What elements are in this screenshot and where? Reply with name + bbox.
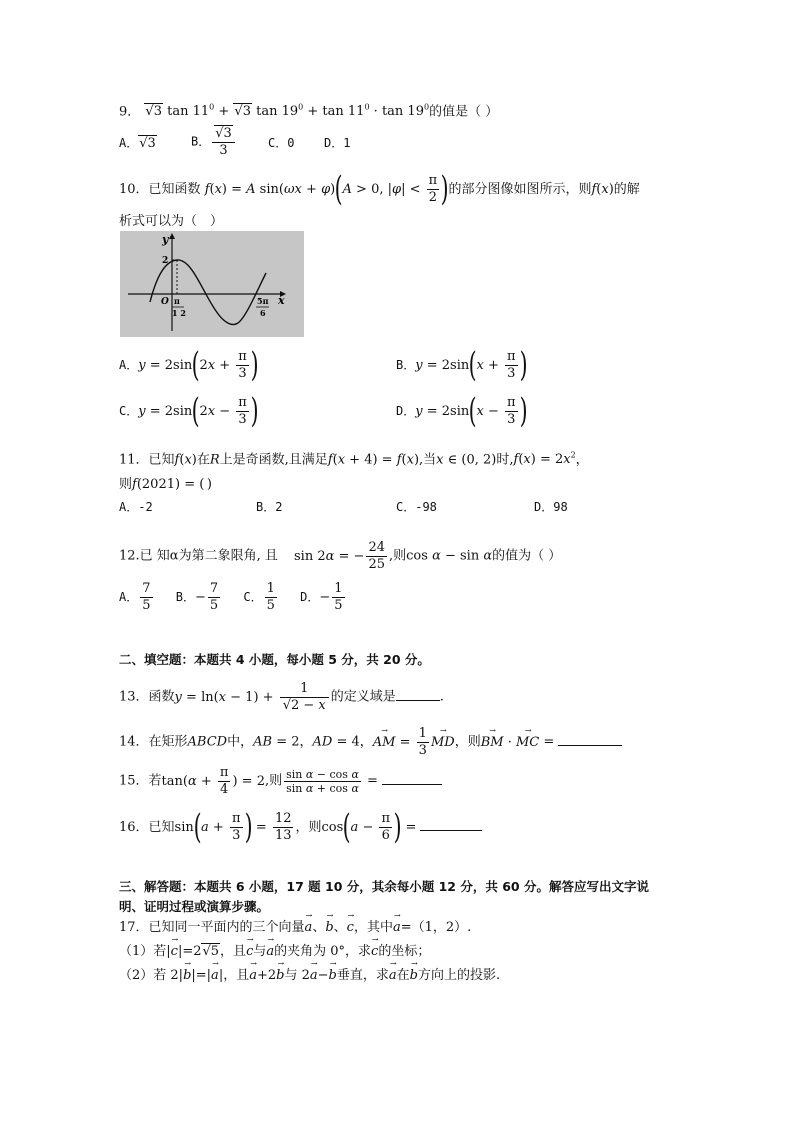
option-c: C． $\frac{1}{5}$ — [243, 581, 275, 613]
math-expression: f(x) = A sin(ωx + φ)(A > 0, |φ| < $\frac{\pi}{2}$ ) — [204, 169, 449, 209]
section-heading-solutions: 三、解答题：本题共 6 小题，17 题 10 分，其余每小题 12 分，共 60 分。解答应写出文字说 — [119, 879, 649, 894]
sine-curve — [150, 260, 266, 325]
function-graph — [120, 231, 304, 337]
question-10-line2: 析式可以为（ ） — [119, 214, 224, 229]
tick1-numerator: π — [174, 296, 180, 306]
section-heading-solutions-line2: 明、证明过程或演算步骤。 — [119, 899, 270, 914]
options-11 — [119, 500, 568, 514]
question-12: 12.已 知α为第二象限角, 且 sin 2α = − $\frac{24}{25}$ ,则cos α − sin α的值为（ ） — [119, 540, 562, 572]
option-a: A．√3 — [119, 136, 156, 151]
answer-blank[interactable] — [558, 733, 622, 746]
question-11: 11．已知f(x)在R上是奇函数,且满足f(x + 4) = f(x),当x ∈ (0, 2)时$,f(x) = 2x^2$， — [119, 451, 589, 468]
tick1-denominator: 1 2 — [172, 308, 186, 318]
question-9 — [119, 104, 498, 118]
origin-label: O — [161, 297, 169, 307]
option-b: B． $\frac{√3}{3}$ — [191, 127, 237, 157]
option-10-c: C．y = 2sin(2x − $\frac{\pi}{3}$ ) — [119, 391, 259, 431]
option-10-b: B．y = 2sin(x + $\frac{\pi}{3}$ ) — [396, 345, 528, 385]
question-11-line2: 则f(2021) = ( ) — [119, 477, 212, 492]
option-d: D．− $\frac{1}{5}$ — [300, 581, 343, 613]
question-17: 17．已知同一平面内的三个向量a → 、b → 、c → ，其中a → =（1，2）. — [119, 911, 472, 935]
y-axis-label: y — [162, 233, 169, 246]
tick2-numerator: 5π — [257, 296, 269, 306]
answer-blank[interactable] — [420, 818, 482, 831]
question-17-part-2: （2）若 2|b → |=|a → |，且a → +2b → 与 2a → −b → 垂直，求a → 在b → 方向上的投影. — [119, 959, 501, 983]
question-13: 13．函数y = ln(x − 1) + $\frac{1}{√2 - x}$ 的定义域是 . — [119, 681, 444, 713]
math-expression: √3 $\tan 11^0 + √3$ $\tan 19^0 + \tan 11^0 \cdot \tan 19^0$ — [145, 103, 430, 120]
tick2-denominator: 6 — [260, 308, 266, 318]
option-c: C．-98 — [396, 500, 437, 514]
question-15: 15．若tan(α + $\frac{\pi}{4}$ ) = 2,则 $\frac{\text{sin α − cos α}}{\text{sin α + cos α}}$ = — [119, 766, 442, 796]
option-c: C．0 — [268, 136, 295, 150]
option-10-d: D．y = 2sin(x − $\frac{\pi}{3}$ ) — [396, 391, 528, 431]
option-d: D．98 — [534, 500, 568, 514]
options-9 — [119, 126, 351, 158]
option-a: A．-2 — [119, 500, 153, 514]
option-d: D．1 — [324, 136, 351, 150]
question-10: 10．已知函数 f(x) = A sin(ωx + φ)(A > 0, |φ| < $\frac{\pi}{2}$ )的部分图像如图所示，则f(x)的解 — [119, 169, 640, 209]
section-heading-fill-in: 二、填空题：本题共 4 小题，每小题 5 分，共 20 分。 — [119, 652, 430, 667]
y-axis-arrow — [169, 233, 175, 239]
answer-blank[interactable] — [396, 688, 440, 701]
options-12 — [119, 582, 347, 612]
answer-blank[interactable] — [382, 772, 442, 785]
option-a: A． $\frac{7}{5}$ — [119, 581, 151, 613]
question-number: 9． — [119, 104, 141, 120]
question-text: 的值是（ ） — [429, 104, 499, 120]
x-axis-label: x — [278, 294, 285, 307]
question-17-part-1: （1）若|c → |=2√5，且c → 与a → 的夹角为 0°，求c → 的坐标； — [119, 935, 431, 959]
graph-svg — [120, 231, 304, 337]
peak-value-label: 2 — [162, 256, 169, 266]
question-16: 16．已知sin(a + $\frac{\pi}{3}$ ) = $\frac{12}{13}$ ，则cos(a − $\frac{\pi}{6}$ ) = — [119, 812, 482, 843]
question-14: 14．在矩形ABCD中，AB = 2，AD = 4，AM → = $\frac{1}{3}$ MD → ，则BM → · MC → = — [119, 727, 622, 757]
option-b: B．2 — [256, 500, 283, 514]
option-10-a: A．y = 2sin(2x + $\frac{\pi}{3}$ ) — [119, 345, 259, 385]
option-b: B．− $\frac{7}{5}$ — [175, 581, 219, 613]
